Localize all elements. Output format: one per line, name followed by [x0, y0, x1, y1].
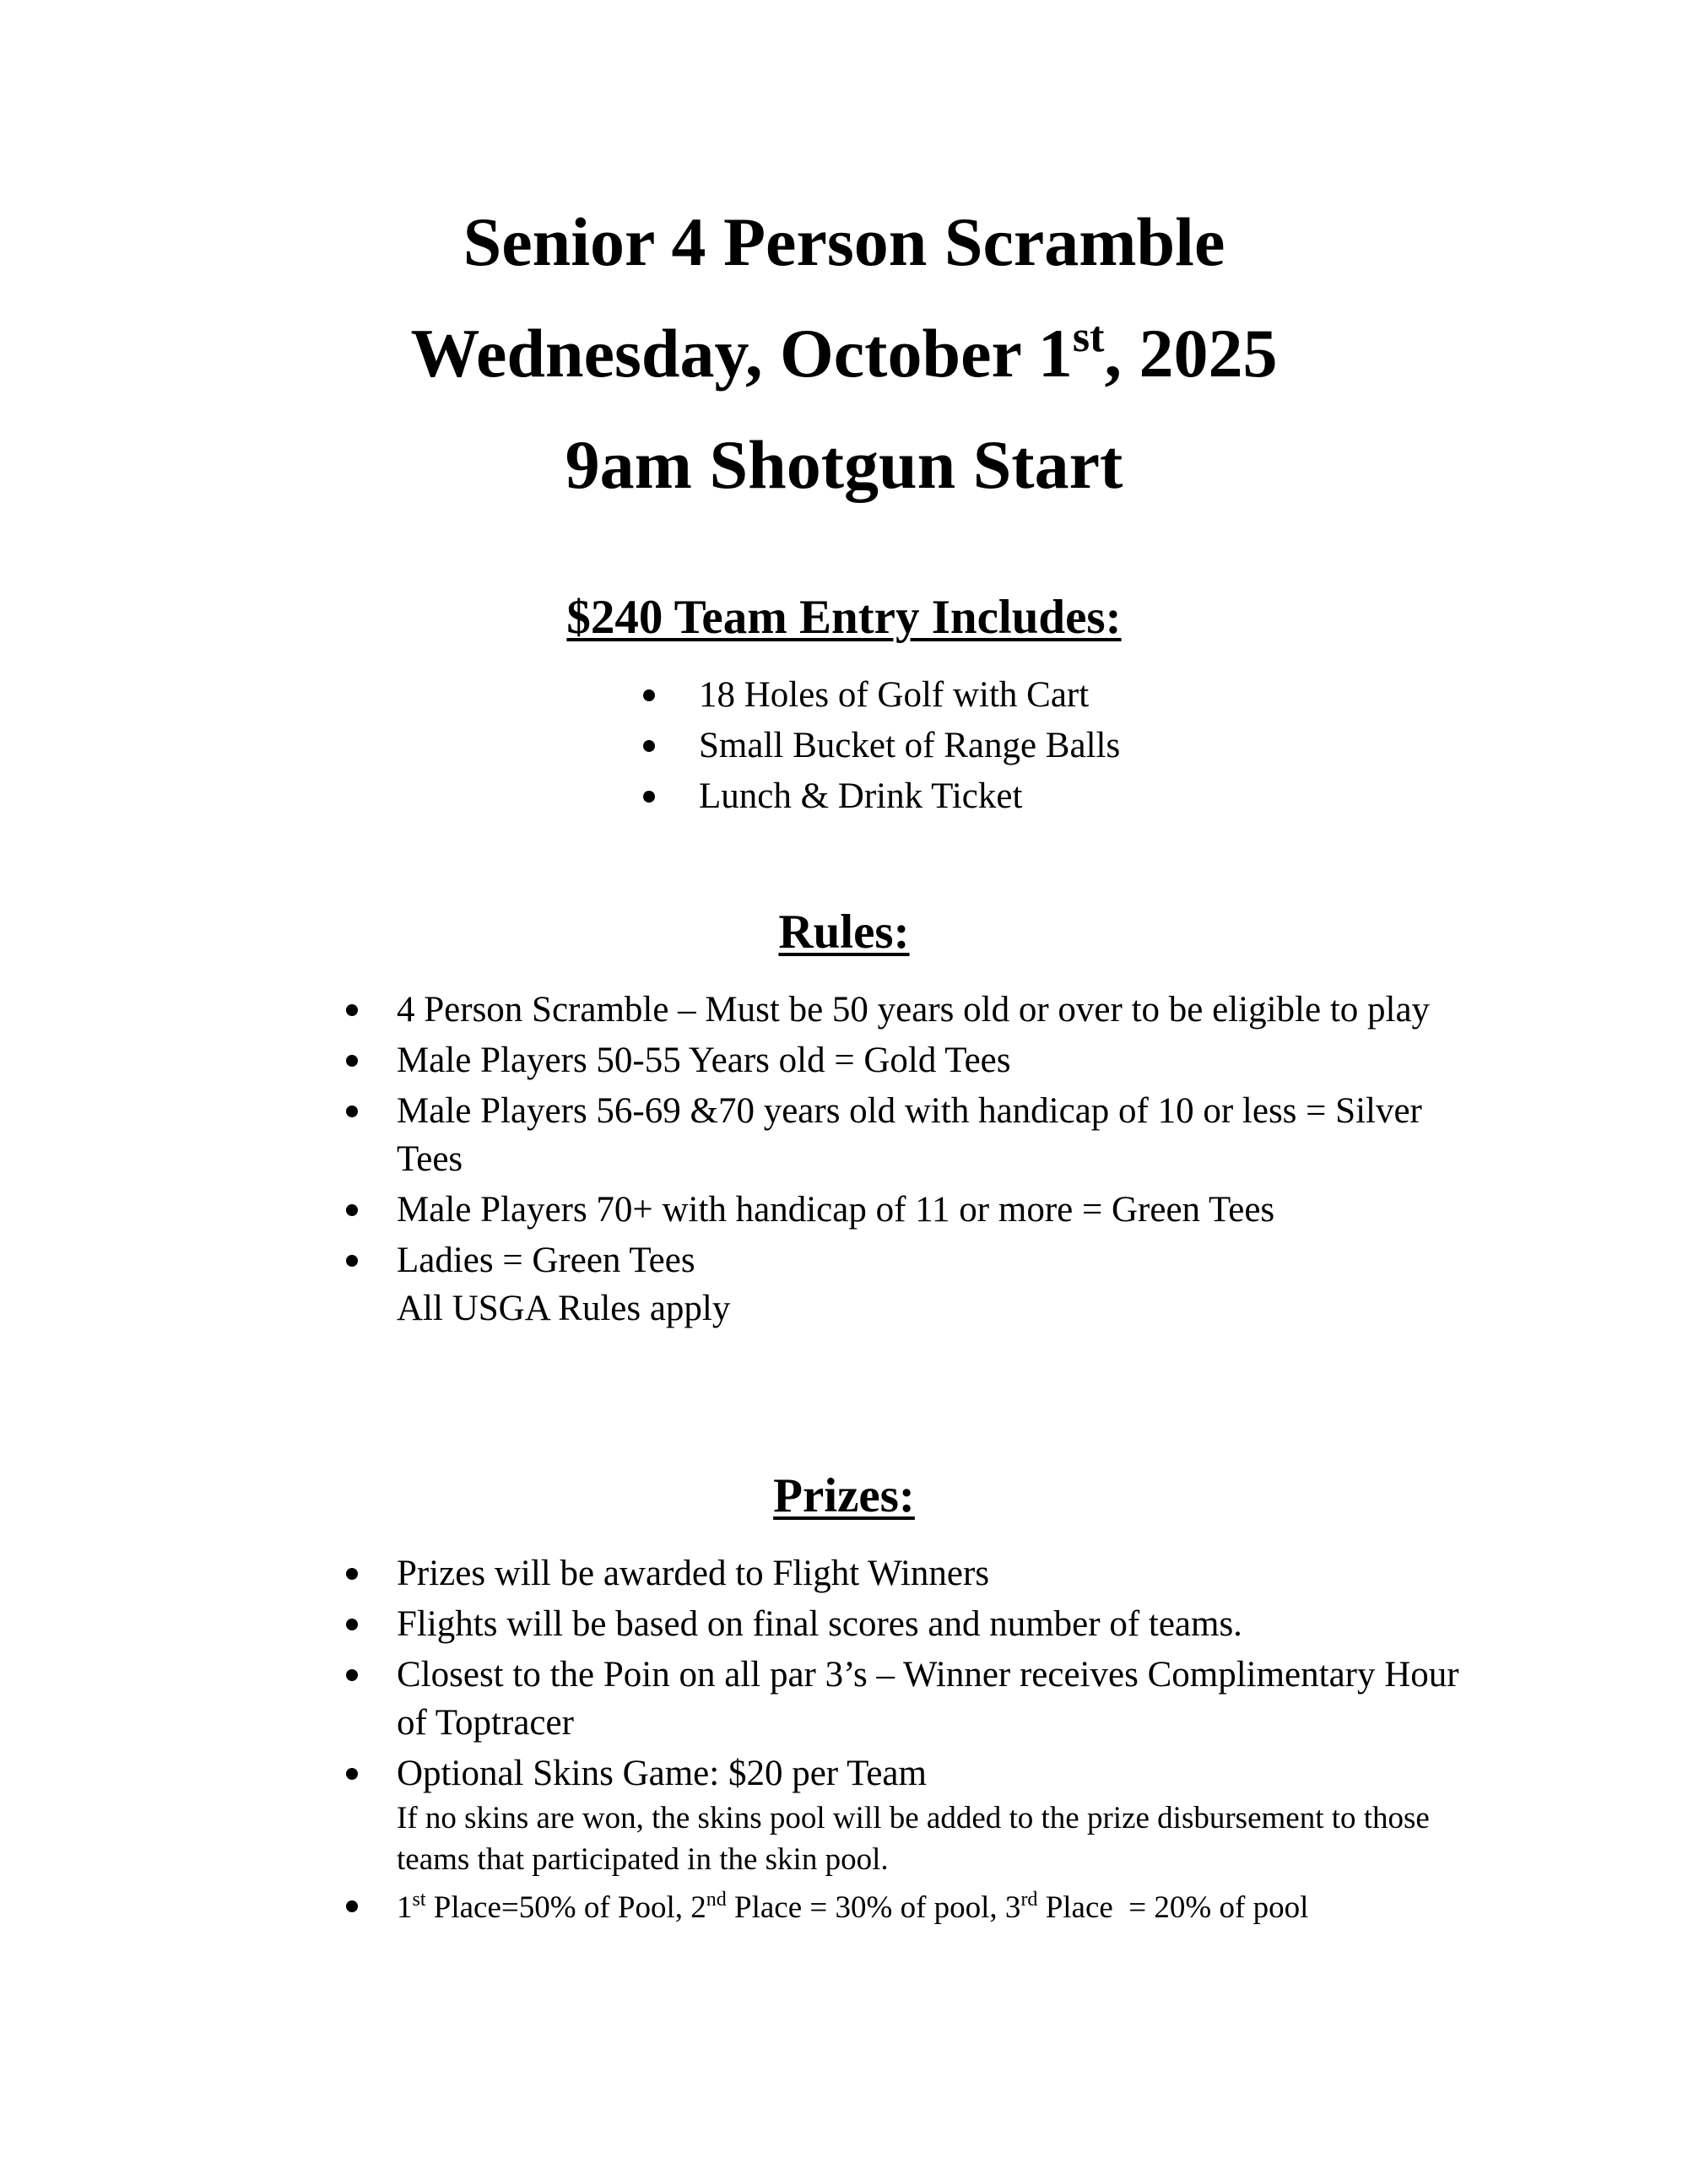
payout-line: 1st Place=50% of Pool, 2nd Place = 30% of pool, 3rd Place = 20% of pool — [397, 1889, 1309, 1925]
bullet-icon — [346, 1568, 358, 1580]
bullet-icon — [346, 1055, 358, 1067]
rules-list — [346, 986, 1469, 1333]
bullet-icon — [346, 1106, 358, 1117]
entry-heading-text: $240 Team Entry Includes: — [566, 591, 1122, 644]
bullet-icon — [346, 1900, 358, 1912]
bullet-icon — [346, 1255, 358, 1267]
event-date-ordinal: st — [1072, 313, 1105, 361]
bullet-icon — [643, 740, 655, 752]
bullet-icon — [346, 1619, 358, 1630]
rules-heading — [0, 905, 1688, 959]
entry-includes-list — [643, 671, 1403, 820]
list-item: Flights will be based on final scores and number of teams. — [346, 1600, 1469, 1648]
event-date-year: , 2025 — [1104, 315, 1278, 392]
bullet-icon — [346, 1004, 358, 1016]
skins-note: If no skins are won, the skins pool will be added to the prize disbursement to those teams that participated in the skin pool. — [397, 1801, 1430, 1877]
bullet-icon — [346, 1768, 358, 1780]
list-item: 18 Holes of Golf with Cart — [643, 671, 1403, 719]
rules-heading-text: Rules: — [778, 905, 910, 959]
bullet-icon — [643, 689, 655, 701]
entry-heading — [0, 591, 1688, 644]
list-item: Ladies = Green Tees All USGA Rules apply — [346, 1236, 1469, 1333]
list-item: Small Bucket of Range Balls — [643, 722, 1403, 770]
event-title: Senior 4 Person Scramble — [463, 203, 1225, 280]
rules-footer: All USGA Rules apply — [397, 1289, 731, 1328]
list-item — [346, 1882, 1469, 1932]
list-item: Male Players 50-55 Years old = Gold Tees — [346, 1036, 1469, 1084]
bullet-icon — [346, 1204, 358, 1216]
list-item: Closest to the Poin on all par 3’s – Winner receives Complimentary Hour of Toptracer — [346, 1651, 1469, 1747]
event-date — [0, 313, 1688, 392]
event-date-text: Wednesday, October 1 — [410, 315, 1073, 392]
prizes-list — [346, 1549, 1469, 1932]
list-item: Male Players 56-69 &70 years old with handicap of 10 or less = Silver Tees — [346, 1087, 1469, 1183]
bullet-icon — [346, 1669, 358, 1681]
list-item: Male Players 70+ with handicap of 11 or more = Green Tees — [346, 1186, 1469, 1234]
bullet-icon — [643, 791, 655, 803]
list-item: Prizes will be awarded to Flight Winners — [346, 1549, 1469, 1597]
event-start-time: 9am Shotgun Start — [565, 426, 1123, 503]
list-item: Optional Skins Game: $20 per Team If no skins are won, the skins pool will be added to the prize disbursement to those teams that participated in the skin pool. — [346, 1749, 1469, 1880]
list-item: Lunch & Drink Ticket — [643, 772, 1403, 820]
list-item: 4 Person Scramble – Must be 50 years old or over to be eligible to play — [346, 986, 1469, 1034]
prizes-heading-text: Prizes: — [773, 1469, 915, 1522]
prizes-heading — [0, 1469, 1688, 1522]
